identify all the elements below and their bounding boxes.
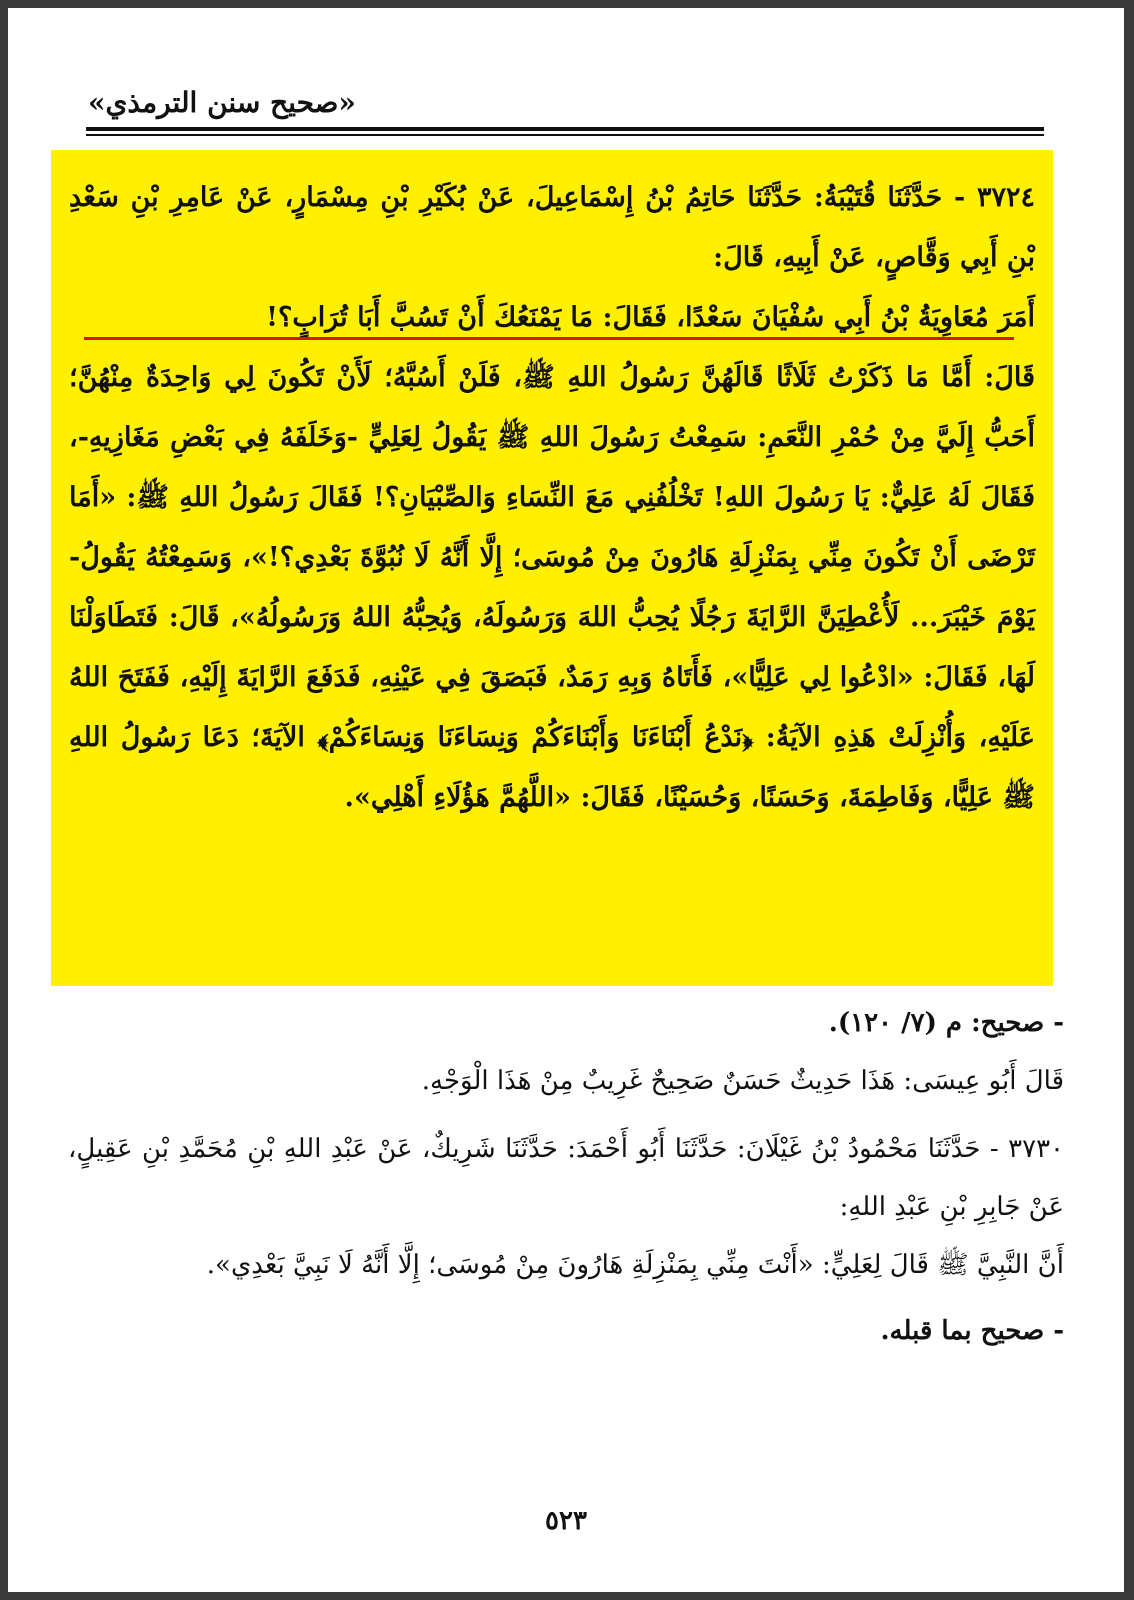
running-header-title: «صحيح سنن الترمذي»: [88, 86, 356, 119]
hadith-isnad: ٣٧٢٤ - حَدَّثَنَا قُتَيْبَةُ: حَدَّثَنَا حَاتِمُ بْنُ إِسْمَاعِيلَ، عَنْ بُكَيْرِ بْنِ مِسْمَارٍ، عَنْ عَامِرِ بْنِ سَعْدِ بْنِ أَبِي وَقَّاصٍ، عَنْ أَبِيهِ، قَالَ:: [69, 182, 1035, 273]
page-number: ٥٢٣: [545, 1506, 587, 1536]
grading-note-1: - صحيح: م (٧/ ١٢٠).: [828, 1008, 1064, 1038]
grading-note-2: - صحيح بما قبله.: [880, 1316, 1064, 1346]
hadith-matn-2: أَنَّ النَّبِيَّ ﷺ قَالَ لِعَلِيٍّ: «أَنْتَ مِنِّي بِمَنْزِلَةِ هَارُونَ مِنْ مُوسَى؛ إِلَّا أَنَّهُ لَا نَبِيَّ بَعْدِي».: [206, 1250, 1064, 1280]
red-underline: [84, 337, 1014, 340]
hadith-matn: قَالَ: أَمَّا مَا ذَكَرْتُ ثَلَاثًا قَالَهُنَّ رَسُولُ اللهِ ﷺ، فَلَنْ أَسُبَّهُ؛ لَأَنْ تَكُونَ لِي وَاحِدَةٌ مِنْهُنَّ؛ أَحَبُّ إِلَيَّ مِنْ حُمْرِ النَّعَمِ: سَمِعْتُ رَسُولَ اللهِ ﷺ يَقُولُ لِعَلِيٍّ -وَخَلَفَهُ فِي بَعْضِ مَغَازِيهِ-، فَقَالَ لَهُ عَلِيٌّ: يَا رَسُولَ اللهِ! تَخْلُفُنِي مَعَ النِّسَاءِ وَالصِّبْيَانِ؟! فَقَالَ رَسُولُ اللهِ ﷺ: «أَمَا تَرْضَى أَنْ تَكُونَ مِنِّي بِمَنْزِلَةِ هَارُونَ مِنْ مُوسَى؛ إِلَّا أَنَّهُ لَا نُبُوَّةَ بَعْدِي؟!»، وَسَمِعْتُهُ يَقُولُ- يَوْمَ خَيْبَرَ... لَأُعْطِيَنَّ الرَّايَةَ رَجُلًا يُحِبُّ اللهَ وَرَسُولَهُ، وَيُحِبُّهُ اللهُ وَرَسُولُهُ»، قَالَ: فَتَطَاوَلْنَا لَهَا، فَقَالَ: «ادْعُوا لِي عَلِيًّا»، فَأَتَاهُ وَبِهِ رَمَدٌ، فَبَصَقَ فِي عَيْنِهِ، فَدَفَعَ الرَّايَةَ إِلَيْهِ، فَفَتَحَ اللهُ عَلَيْهِ، وَأُنْزِلَتْ هَذِهِ الآيَةُ: ﴿نَدْعُ أَبْنَاءَنَا وَأَبْنَاءَكُمْ وَنِسَاءَنَا وَنِسَاءَكُمْ﴾ الآيَةَ؛ دَعَا رَسُولُ اللهِ ﷺ عَلِيًّا، وَفَاطِمَةَ، وَحَسَنًا، وَحُسَيْنًا، فَقَالَ: «اللَّهُمَّ هَؤُلَاءِ أَهْلِي».: [69, 362, 1035, 813]
book-page: [8, 8, 1124, 1592]
underlined-sentence: أَمَرَ مُعَاوِيَةُ بْنُ أَبِي سُفْيَانَ سَعْدًا، فَقَالَ: مَا يَمْنَعُكَ أَنْ تَسُبَّ أَبَا تُرَابٍ؟!: [266, 302, 1035, 333]
abu-isa-comment: قَالَ أَبُو عِيسَى: هَذَا حَدِيثٌ حَسَنٌ صَحِيحٌ غَرِيبٌ مِنْ هَذَا الْوَجْهِ.: [421, 1066, 1064, 1096]
hadith-isnad-2: ٣٧٣٠ - حَدَّثَنَا مَحْمُودُ بْنُ غَيْلَانَ: حَدَّثَنَا أَبُو أَحْمَدَ: حَدَّثَنَا شَرِيكٌ، عَنْ عَبْدِ اللهِ بْنِ مُحَمَّدِ بْنِ عَقِيلٍ، عَنْ جَابِرِ بْنِ عَبْدِ اللهِ:: [68, 1134, 1064, 1222]
lower-text: [68, 994, 1064, 1360]
highlighted-hadith-block: [51, 150, 1053, 986]
header-rule-thick: [86, 127, 1044, 131]
highlighted-hadith-text: [69, 168, 1035, 828]
header-rule-thin: [86, 134, 1044, 136]
